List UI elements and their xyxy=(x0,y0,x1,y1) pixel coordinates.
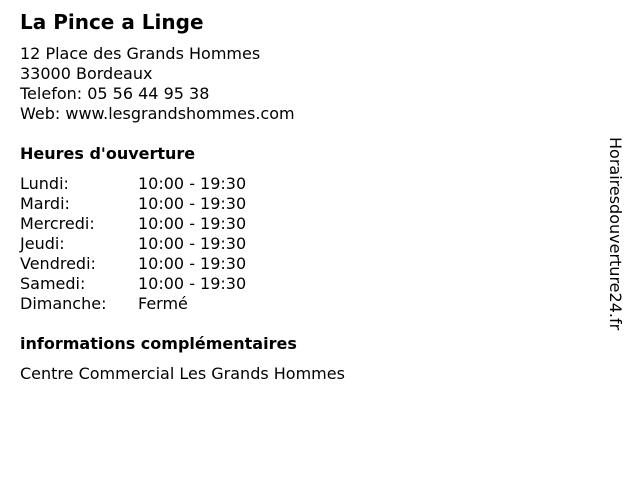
address-line-city: 33000 Bordeaux xyxy=(20,64,153,83)
time-value: 10:00 - 19:30 xyxy=(138,194,247,213)
hours-row-monday xyxy=(20,174,320,194)
time-value: 10:00 - 19:30 xyxy=(138,174,247,193)
additional-info-text: Centre Commercial Les Grands Hommes xyxy=(20,364,345,383)
day-label: Vendredi: xyxy=(20,254,96,273)
hours-row-saturday xyxy=(20,274,320,294)
time-value: Fermé xyxy=(138,294,188,313)
opening-hours-list xyxy=(20,174,320,314)
day-label: Dimanche: xyxy=(20,294,107,313)
store-name: La Pince a Linge xyxy=(20,10,204,34)
day-label: Mardi: xyxy=(20,194,70,213)
time-value: 10:00 - 19:30 xyxy=(138,254,247,273)
time-value: 10:00 - 19:30 xyxy=(138,274,247,293)
address-line-street: 12 Place des Grands Hommes xyxy=(20,44,261,63)
hours-row-sunday xyxy=(20,294,320,314)
website-line: Web: www.lesgrandshommes.com xyxy=(20,104,295,123)
hours-row-friday xyxy=(20,254,320,274)
time-value: 10:00 - 19:30 xyxy=(138,214,247,233)
day-label: Samedi: xyxy=(20,274,86,293)
day-label: Jeudi: xyxy=(20,234,65,253)
hours-row-thursday xyxy=(20,234,320,254)
store-address-block xyxy=(20,44,295,124)
hours-row-wednesday xyxy=(20,214,320,234)
site-watermark: Horairesdouverture24.fr xyxy=(606,137,625,331)
hours-row-tuesday xyxy=(20,194,320,214)
phone-line: Telefon: 05 56 44 95 38 xyxy=(20,84,210,103)
day-label: Lundi: xyxy=(20,174,69,193)
additional-info-heading: informations complémentaires xyxy=(20,334,297,353)
opening-hours-heading: Heures d'ouverture xyxy=(20,144,196,163)
day-label: Mercredi: xyxy=(20,214,95,233)
time-value: 10:00 - 19:30 xyxy=(138,234,247,253)
